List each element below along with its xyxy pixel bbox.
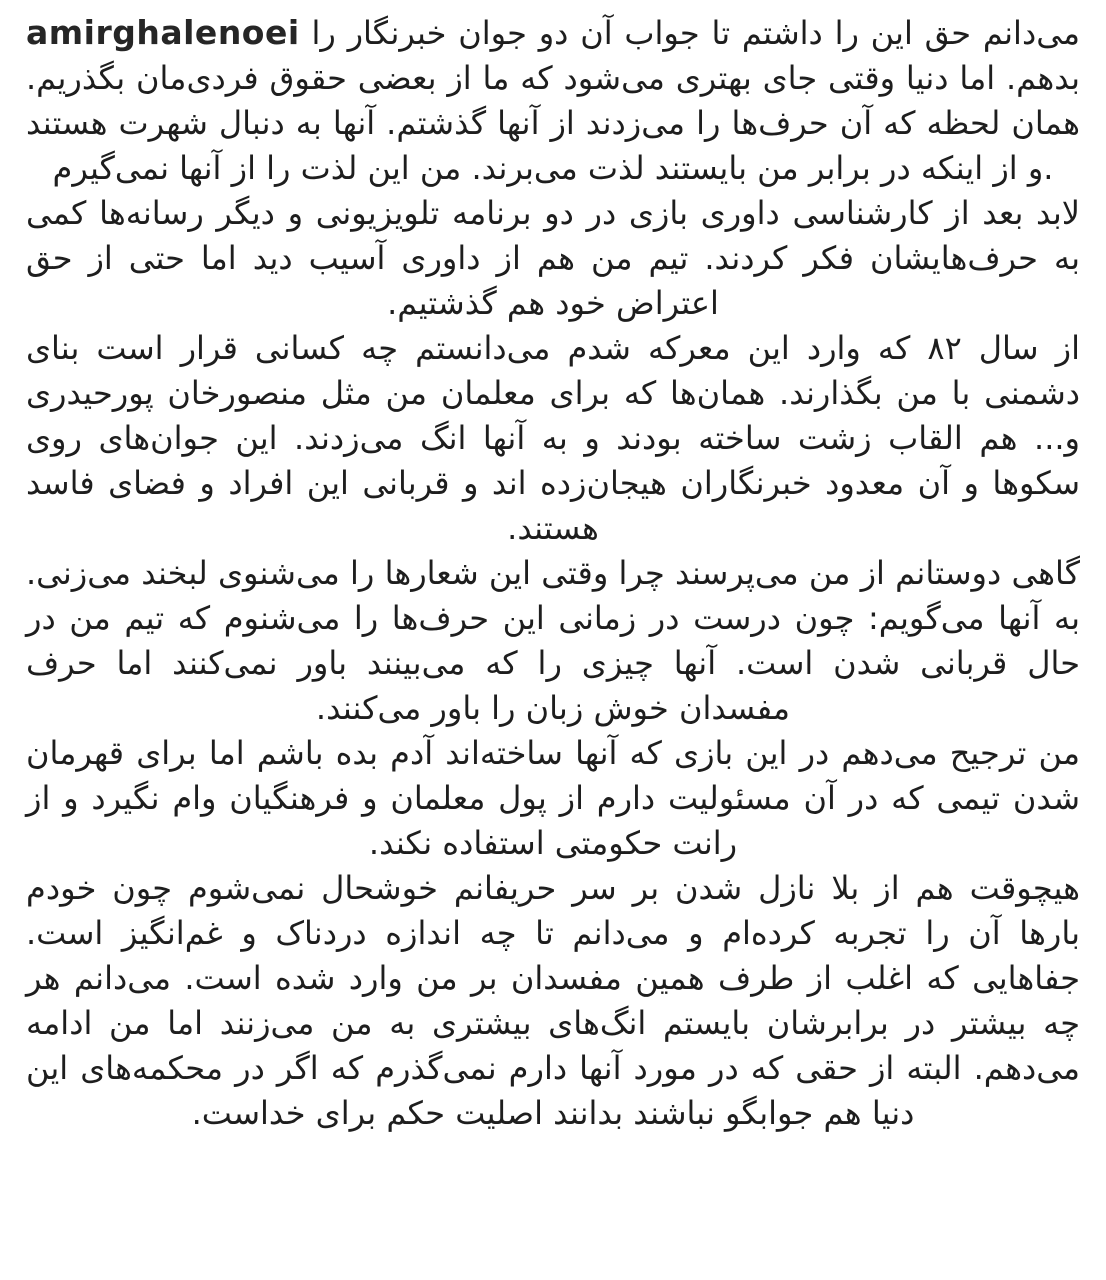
caption-paragraph-4: گاهی دوستانم از من می‌پرسند چرا وقتی این شعارها را می‌شنوی لبخند می‌زنی. به آنها می‌گویم: چون درست در زمانی این حرف‌ها را می‌شنوم که تیم من در حال قربانی شدن است. آنها چیزی را که می‌بینند باور نمی‌کنند اما حرف مفسدان خوش زبان را باور می‌کنند. [26,554,1080,727]
caption-paragraph-1 [26,10,1080,191]
caption-paragraph-5: من ترجیح می‌دهم در این بازی که آنها ساخته‌اند آدم بده باشم اما برای قهرمان شدن تیمی که در آن مسئولیت دارم از پول معلمان و فرهنگیان وام نگیرد و از رانت حکومتی استفاده نکند. [26,734,1080,862]
caption-paragraph-6: هیچوقت هم از بلا نازل شدن بر سر حریفانم خوشحال نمی‌شوم چون خودم بارها آن را تجربه کرده‌ام و می‌دانم تا چه اندازه دردناک و غم‌انگیز است. جفاهایی که اغلب از طرف همین مفسدان بر من وارد شده است. می‌دانم هر چه بیشتر در برابرشان بایستم انگ‌های بیشتری به من می‌زنند اما من ادامه می‌دهم. البته از حقی که در مورد آنها دارم نمی‌گذرم که اگر در محکمه‌های این دنیا هم جوابگو نباشند بدانند اصلیت حکم برای خداست. [26,869,1080,1132]
caption-paragraph-1-text: می‌دانم حق این را داشتم تا جواب آن دو جوان خبرنگار را بدهم. اما دنیا وقتی جای بهتری می‌شود که ما از بعضی حقوق فردی‌مان بگذریم. همان لحظه که آن حرف‌ها را می‌زدند از آنها گذشتم. آنها به دنبال شهرت هستند و از اینکه در برابر من بایستند لذت می‌برند. من این لذت را از آنها نمی‌گیرم. [26,14,1081,187]
username-link[interactable]: amirghalenoei [26,13,300,52]
caption-text-block [26,10,1080,1136]
caption-paragraph-3: از سال ۸۲ که وارد این معرکه شدم می‌دانستم چه کسانی قرار است بنای دشمنی با من بگذارند. همان‌ها که برای معلمان من مثل منصورخان پورحیدری و... هم القاب زشت ساخته بودند و به آنها انگ می‌زدند. این جوان‌های روی سکوها و آن معدود خبرنگاران هیجان‌زده اند و قربانی این افراد و فضای فاسد هستند. [26,329,1081,547]
caption-paragraph-2: لابد بعد از کارشناسی داوری بازی در دو برنامه تلویزیونی و دیگر رسانه‌ها کمی به حرف‌هایشان فکر کردند. تیم من هم از داوری آسیب دید اما حتی از حق اعتراض خود هم گذشتیم. [26,194,1080,322]
